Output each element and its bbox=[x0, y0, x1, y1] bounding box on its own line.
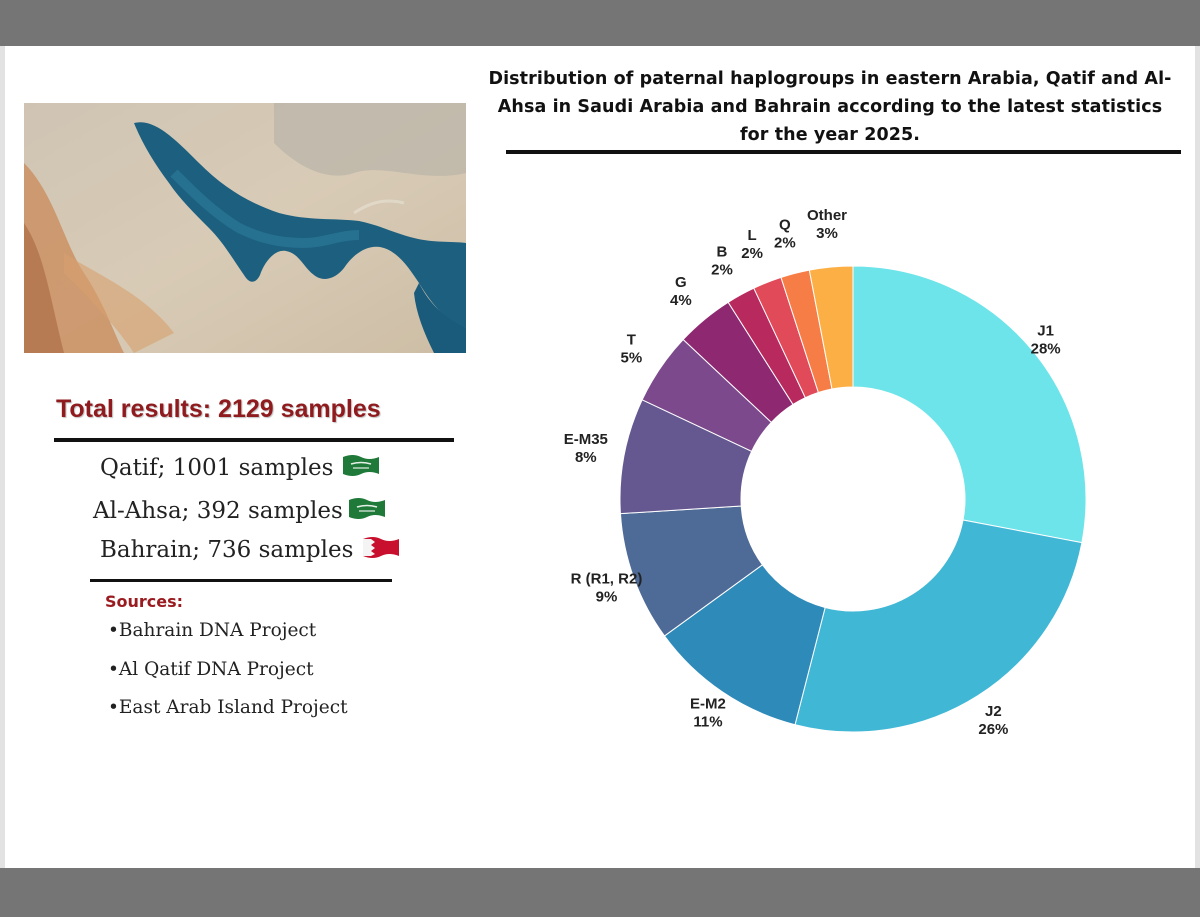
source-item: •East Arab Island Project bbox=[108, 697, 348, 718]
total-results-label: Total results: 2129 samples bbox=[56, 395, 381, 423]
slice-label: J2 26% bbox=[978, 703, 1009, 739]
slice-label: Other 3% bbox=[807, 207, 848, 243]
region-al-ahsa-text: Al-Ahsa; 392 samples bbox=[93, 498, 343, 524]
region-qatif-text: Qatif; 1001 samples bbox=[100, 455, 334, 481]
source-item: •Bahrain DNA Project bbox=[108, 620, 317, 641]
donut-slice-j1 bbox=[853, 266, 1086, 543]
slice-label: Q 2% bbox=[774, 216, 796, 252]
region-bahrain-text: Bahrain; 736 samples bbox=[100, 537, 354, 563]
slice-label: B 2% bbox=[711, 243, 733, 279]
slice-label: E-M35 8% bbox=[563, 431, 608, 467]
slice-label: R (R1, R2) 9% bbox=[570, 570, 643, 606]
slice-label: L 2% bbox=[741, 227, 763, 263]
slice-label: J1 28% bbox=[1030, 322, 1061, 358]
sources-title: Sources: bbox=[105, 592, 184, 611]
source-item: •Al Qatif DNA Project bbox=[108, 659, 314, 680]
slice-label: G 4% bbox=[670, 273, 692, 309]
slice-label: E-M2 11% bbox=[690, 695, 726, 731]
chart-title: Distribution of paternal haplogroups in eastern Arabia, Qatif and Al-Ahsa in Saudi Arabia and Bahrain according to the latest statistics for the year 2025. bbox=[488, 69, 1172, 145]
slice-label: T 5% bbox=[620, 331, 643, 367]
donut-slice-j2 bbox=[795, 520, 1082, 732]
